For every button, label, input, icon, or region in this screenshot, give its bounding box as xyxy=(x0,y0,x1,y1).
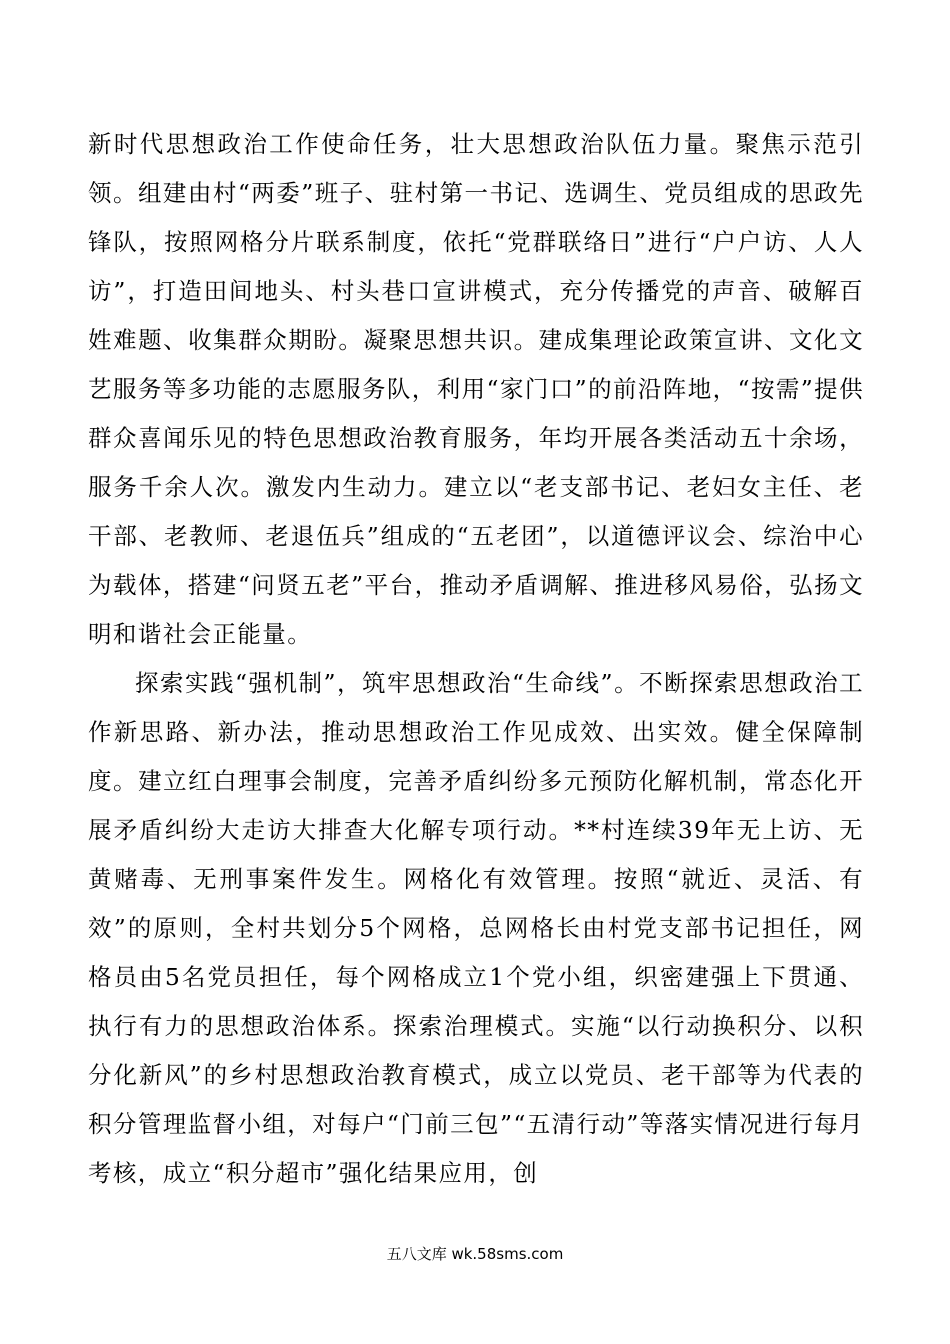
paragraph-continued: 新时代思想政治工作使命任务，壮大思想政治队伍力量。聚焦示范引领。组建由村“两委”班子、驻村第一书记、选调生、党员组成的思政先锋队，按照网格分片联系制度，依托“党群联络日”进行“户户访、人人访”，打造田间地头、村头巷口宣讲模式，充分传播党的声音、破解百姓难题、收集群众期盼。凝聚思想共识。建成集理论政策宣讲、文化文艺服务等多功能的志愿服务队，利用“家门口”的前沿阵地，“按需”提供群众喜闻乐见的特色思想政治教育服务，年均开展各类活动五十余场，服务千余人次。激发内生动力。建立以“老支部书记、老妇女主任、老干部、老教师、老退伍兵”组成的“五老团”，以道德评议会、综治中心为载体，搭建“问贤五老”平台，推动矛盾调解、推进移风易俗，弘扬文明和谐社会正能量。 xyxy=(88,130,864,648)
footer-watermark: 五八文库 wk.58sms.com xyxy=(386,1245,564,1263)
paragraph-explore-mechanism: 探索实践“强机制”，筑牢思想政治“生命线”。不断探索思想政治工作新思路、新办法，推动思想政治工作见成效、出实效。健全保障制度。建立红白理事会制度，完善矛盾纠纷多元预防化解机制，常态化开展矛盾纠纷大走访大排查大化解专项行动。**村连续39年无上访、无黄赌毒、无刑事案件发生。网格化有效管理。按照“就近、灵活、有效”的原则，全村共划分5个网格，总网格长由村党支部书记担任，网格员由5名党员担任，每个网格成立1个党小组，织密建强上下贯通、执行有力的思想政治体系。探索治理模式。实施“以行动换积分、以积分化新风”的乡村思想政治教育模式，成立以党员、老干部等为代表的积分管理监督小组，对每户“门前三包”“五清行动”等落实情况进行每月考核，成立“积分超市”强化结果应用，创 xyxy=(88,669,864,1187)
document-body xyxy=(88,120,864,1198)
